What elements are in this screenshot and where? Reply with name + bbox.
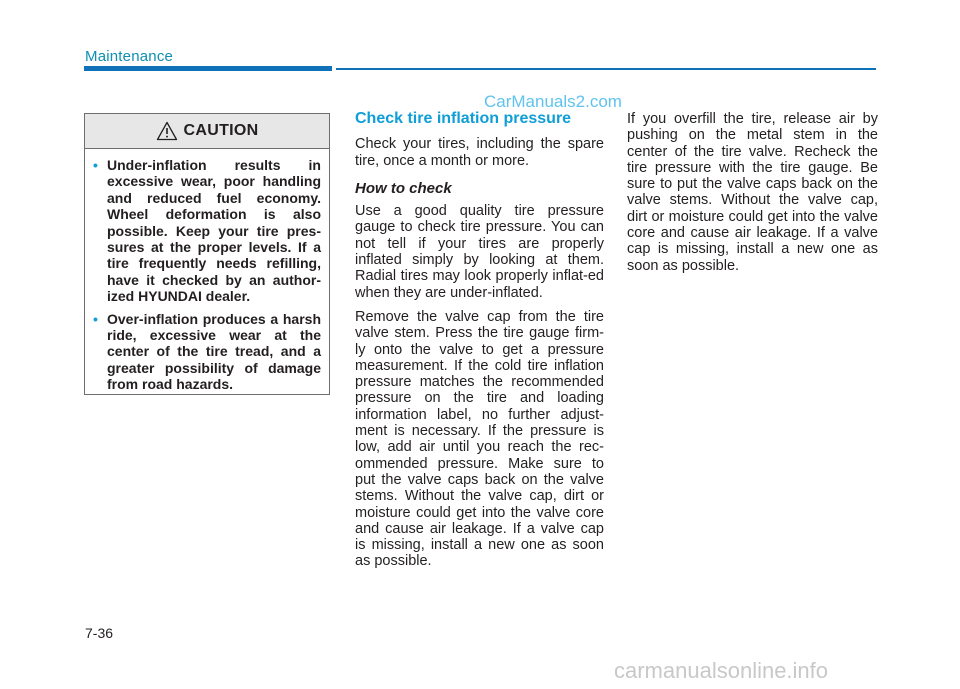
intro-paragraph: Check your tires, including the spare tire, once a month or more. <box>355 136 604 169</box>
section-heading: Check tire inflation pressure <box>355 110 572 127</box>
paragraph-overfill: If you overfill the tire, release air by pushing on the metal stem in the center of the tire valve. Recheck the tire pressure with the tire gauge. Be sure to put the valve caps back on the valve stems. Without the valve cap, dirt or moisture could get into the valve core and cause air leakage. If a valve cap is missing, install a new one as soon as possible. <box>627 111 878 274</box>
bullet-icon: • <box>93 310 98 327</box>
caution-label: CAUTION <box>183 122 259 139</box>
caution-box <box>84 113 330 395</box>
page-number: 7-36 <box>85 625 114 641</box>
header-rule-thick <box>84 66 332 71</box>
main-column <box>355 111 604 578</box>
caution-list <box>85 149 329 393</box>
header-rule-thin <box>336 68 876 70</box>
caution-header <box>85 114 329 149</box>
watermark-top: CarManuals2.com <box>484 92 622 111</box>
caution-item <box>93 157 321 305</box>
watermark-bottom: carmanualsonline.info <box>614 658 829 683</box>
caution-item <box>93 311 321 393</box>
caution-item-text: Under-inflation results in excessive wear, poor handling and reduced fuel economy. Wheel deformation is also possible. Keep your tire pres-sures at the proper levels. If a tire frequently needs refilling, have it checked by an author-ized HYUNDAI dealer. <box>107 157 321 305</box>
paragraph-gauge: Use a good quality tire pressure gauge to check tire pressure. You can not tell if your tires are properly inflated simply by looking at them. Radial tires may look properly inflat-ed when they are under-inflated. <box>355 203 604 301</box>
section-title: Maintenance <box>85 48 174 65</box>
caution-item-text: Over-inflation produces a harsh ride, excessive wear at the center of the tire tread, and a greater possibility of damage from road hazards. <box>107 310 321 393</box>
right-column <box>627 111 878 282</box>
paragraph-valve-cap: Remove the valve cap from the tire valve stem. Press the tire gauge firm-ly onto the valve to get a pressure measurement. If the cold tire inflation pressure matches the recommended pressure on the tire and loading information label, no further adjust-ment is necessary. If the pressure is low, add air until you reach the rec-ommended pressure. Make sure to put the valve caps back on the valve stems. Without the valve cap, dirt or moisture could get into the valve core and cause air leakage. If a valve cap is missing, install a new one as soon as possible. <box>355 308 604 570</box>
subheading: How to check <box>355 179 452 197</box>
bullet-icon: • <box>93 157 98 173</box>
warning-triangle-icon <box>156 121 178 141</box>
